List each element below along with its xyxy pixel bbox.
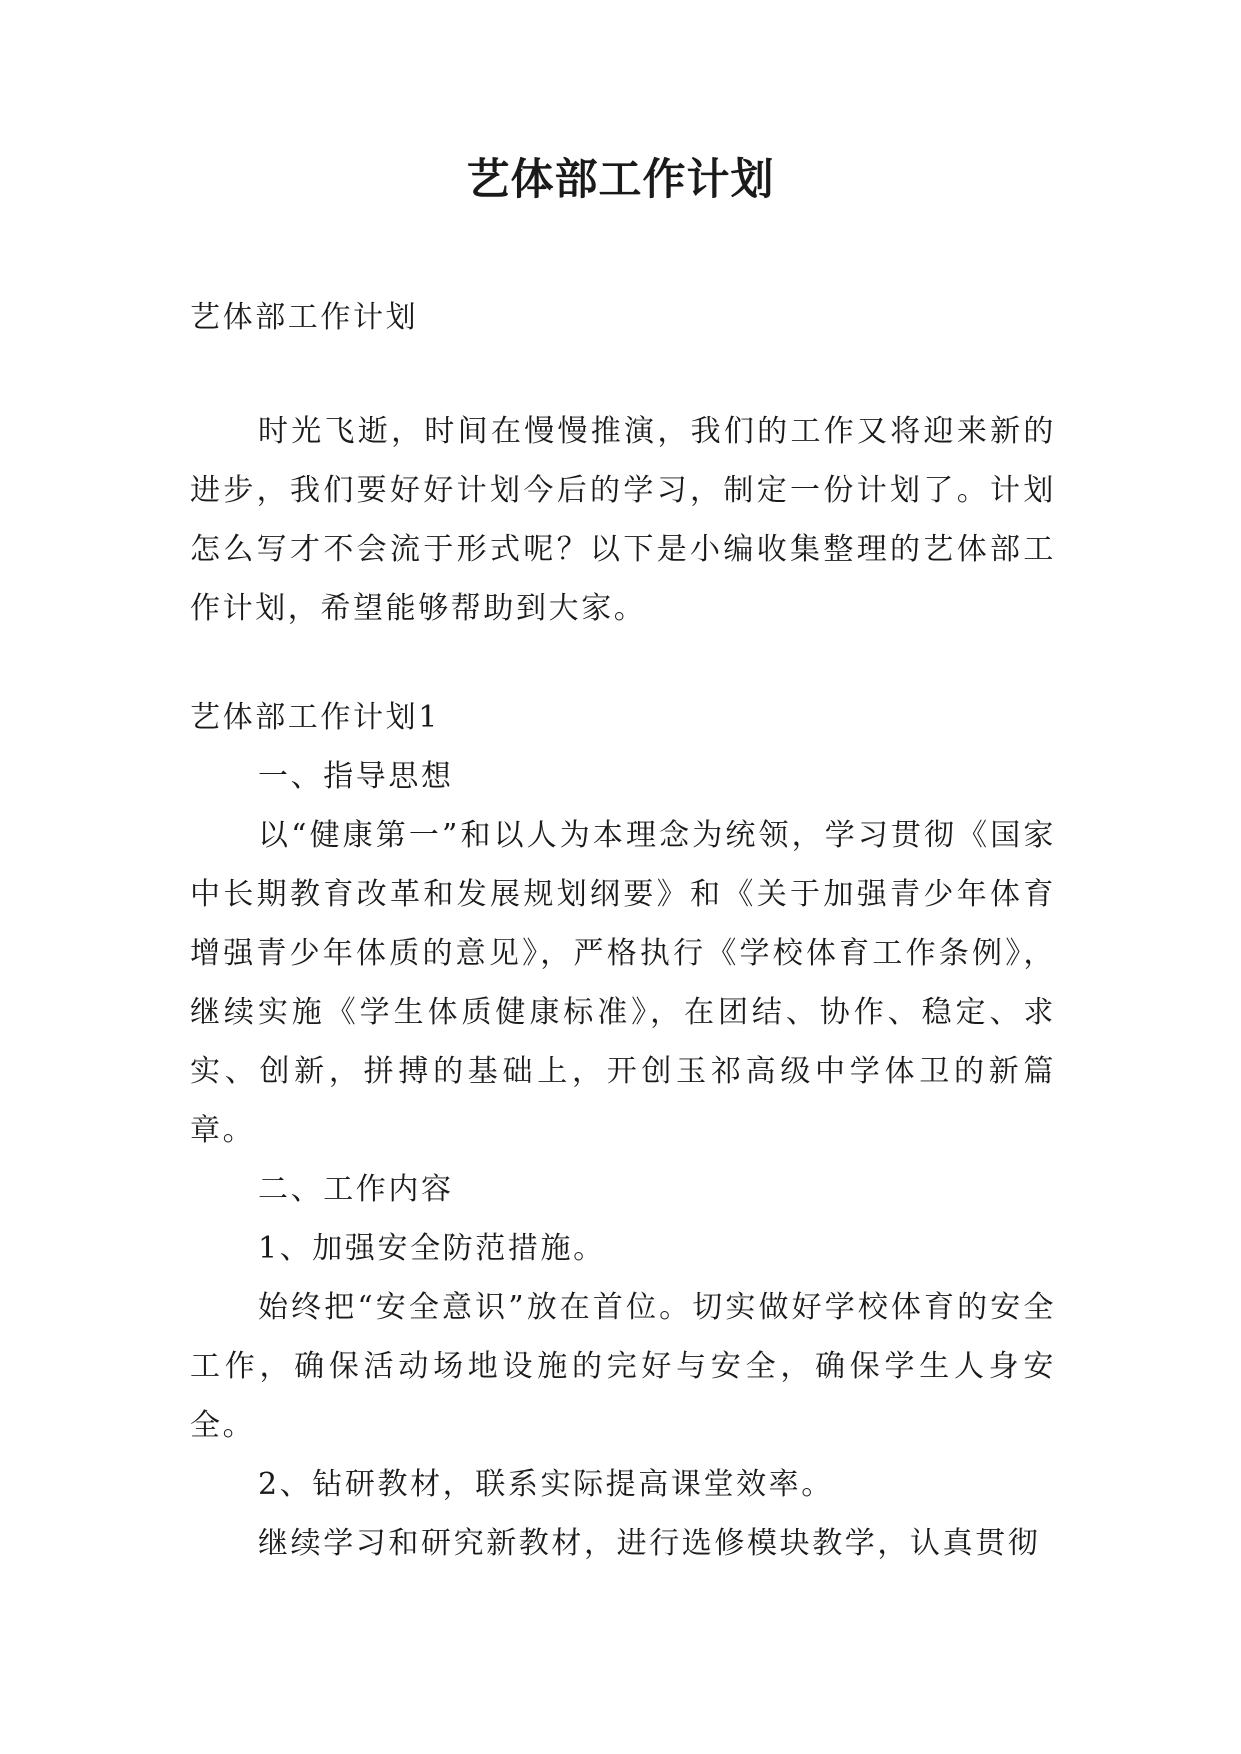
item2-heading: 2、钻研教材，联系实际提高课堂效率。	[258, 1467, 834, 1502]
guide-heading: 一、指导思想	[258, 759, 454, 794]
guide-paragraph: 以“健康第一”和以人为本理念为统领，学习贯彻《国家中长期教育改革和发展规划纲要》和《关于加强青少年体育增强青少年体质的意见》，严格执行《学校体育工作条例》，继续实施《学生体质健康标准》，在团结、协作、稳定、求实、创新，拼搏的基础上，开创玉祁高级中学体卫的新篇章。	[190, 818, 1056, 1148]
section-1	[190, 688, 1056, 1573]
intro-paragraph: 时光飞逝，时间在慢慢推演，我们的工作又将迎来新的进步，我们要好好计划今后的学习，制定一份计划了。计划怎么写才不会流于形式呢？以下是小编收集整理的艺体部工作计划，希望能够帮助到大家。	[190, 414, 1056, 626]
item1-heading: 1、加强安全防范措施。	[258, 1231, 606, 1266]
intro-block	[190, 402, 1056, 638]
document-title: 艺体部工作计划	[466, 155, 775, 205]
item1-paragraph: 始终把“安全意识”放在首位。切实做好学校体育的安全工作，确保活动场地设施的完好与安全，确保学生人身安全。	[190, 1290, 1056, 1443]
item2-paragraph: 继续学习和研究新教材，进行选修模块教学，认真贯彻	[258, 1526, 1041, 1561]
document-subtitle: 艺体部工作计划	[190, 300, 419, 335]
content-heading: 二、工作内容	[258, 1172, 454, 1207]
section-heading: 艺体部工作计划1	[190, 700, 440, 735]
